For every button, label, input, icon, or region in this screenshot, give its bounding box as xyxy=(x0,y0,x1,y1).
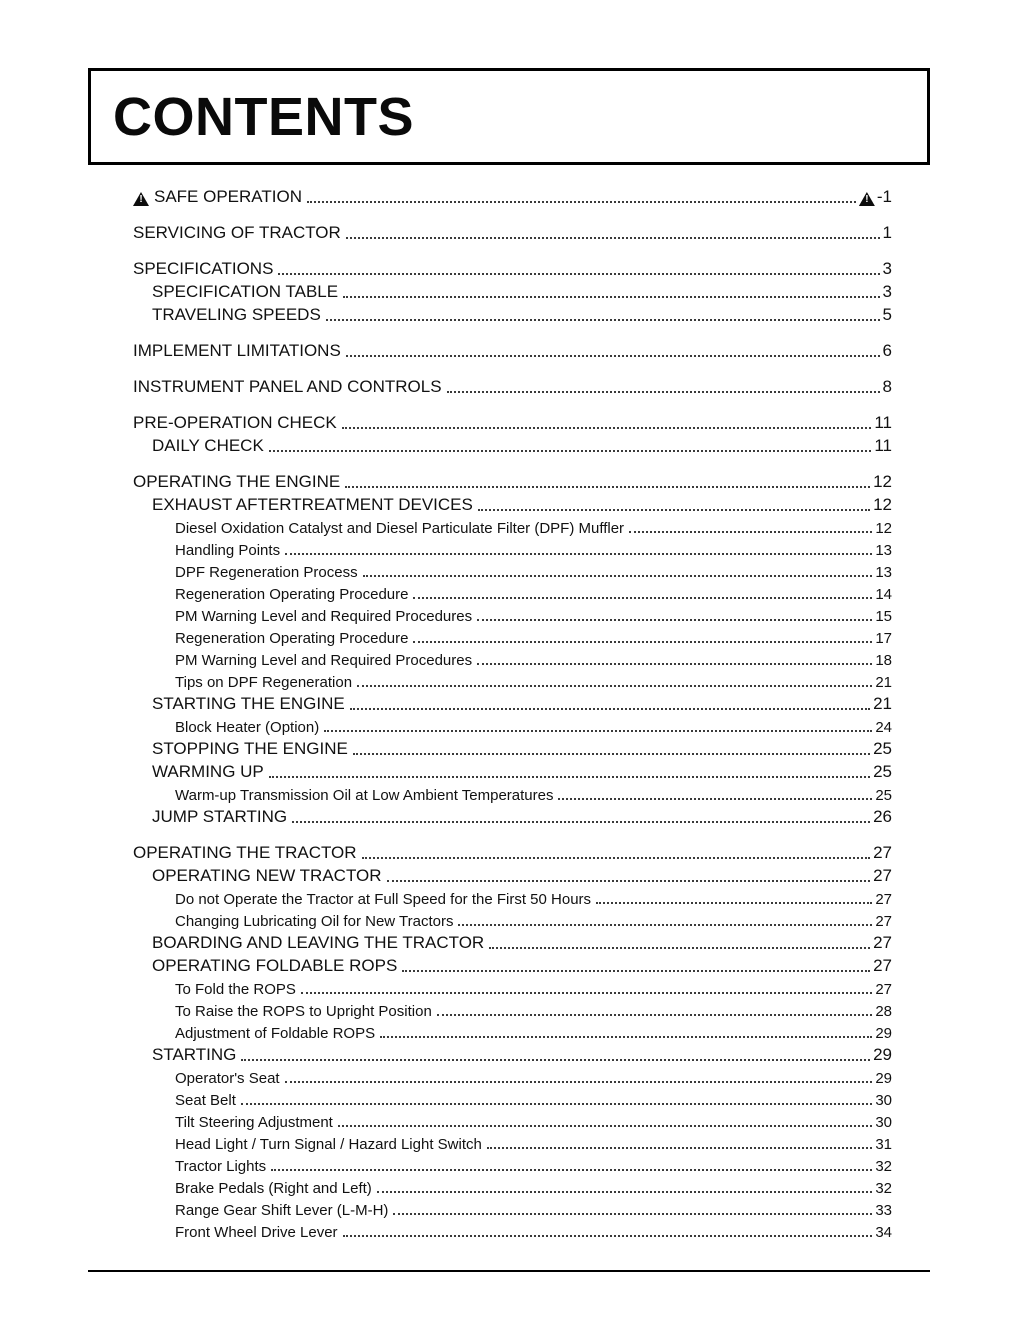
toc-entry-label: TRAVELING SPEEDS xyxy=(152,305,321,324)
toc-entry-label-wrap xyxy=(133,472,340,492)
dot-leader xyxy=(324,730,872,732)
toc-entry-label: STARTING THE ENGINE xyxy=(152,694,345,713)
toc-entry-page-wrap xyxy=(875,1114,892,1131)
toc-entry-page-wrap xyxy=(875,913,892,930)
toc-entry-label-wrap xyxy=(175,1114,333,1131)
toc-entry-page: 3 xyxy=(882,282,892,301)
toc-entry-label-wrap xyxy=(175,674,352,691)
toc-entry-page: 27 xyxy=(875,891,892,908)
dot-leader xyxy=(447,391,880,393)
toc-entry-label: Operator's Seat xyxy=(175,1070,280,1087)
toc-entry-label-wrap xyxy=(175,564,358,581)
dot-leader xyxy=(362,857,871,859)
toc-entry xyxy=(88,256,892,279)
toc-entry xyxy=(88,515,892,537)
toc-entry xyxy=(88,759,892,782)
toc-entry xyxy=(88,669,892,691)
toc-entry-label-wrap xyxy=(152,282,338,302)
toc-entry-page: 25 xyxy=(875,787,892,804)
toc-entry-page-wrap xyxy=(875,608,892,625)
toc-entry xyxy=(88,691,892,714)
toc-entry xyxy=(88,537,892,559)
toc-entry-page: 25 xyxy=(873,739,892,758)
toc-entry-label: Tractor Lights xyxy=(175,1158,267,1175)
toc-entry-page-wrap xyxy=(873,739,892,759)
toc-entry-label: SERVICING OF TRACTOR xyxy=(133,223,341,242)
toc-entry-page: 14 xyxy=(875,586,892,603)
toc-entry-label: Range Gear Shift Lever (L-M-H) xyxy=(175,1202,389,1219)
toc-entry-label: OPERATING THE TRACTOR xyxy=(133,843,357,862)
dot-leader xyxy=(629,531,872,533)
toc-entry-label-wrap xyxy=(175,1003,432,1020)
toc-entry-label-wrap xyxy=(152,436,264,456)
toc-entry-label: Front Wheel Drive Lever xyxy=(175,1224,338,1241)
dot-leader xyxy=(307,201,856,203)
toc-entry xyxy=(88,863,892,886)
toc-entry-label: Regeneration Operating Procedure xyxy=(175,586,409,603)
toc-entry-label-wrap xyxy=(133,843,357,863)
dot-leader xyxy=(377,1191,873,1193)
dot-leader xyxy=(558,798,872,800)
toc-entry-label-wrap xyxy=(133,341,341,361)
toc-entry-page: 32 xyxy=(875,1180,892,1197)
toc-entry-page: 26 xyxy=(873,807,892,826)
toc-entry-label: PM Warning Level and Required Procedures xyxy=(175,652,473,669)
toc-entry-page: 21 xyxy=(873,694,892,713)
toc-entry-page: 13 xyxy=(875,564,892,581)
toc-entry-page: 18 xyxy=(875,652,892,669)
toc-entry-label: SPECIFICATIONS xyxy=(133,259,274,278)
toc-entry-page-wrap xyxy=(875,891,892,908)
toc-entry-page-wrap xyxy=(883,305,892,325)
toc-entry-label-wrap xyxy=(133,223,341,243)
toc-entry-page-wrap xyxy=(875,1224,892,1241)
toc-entry-label: PRE-OPERATION CHECK xyxy=(133,413,337,432)
toc-entry-label-wrap xyxy=(152,1045,236,1065)
toc-entry-label: STARTING xyxy=(152,1045,237,1064)
toc-entry xyxy=(88,930,892,953)
toc-entry-page: 11 xyxy=(874,413,892,432)
toc-entry-page-wrap xyxy=(875,1180,892,1197)
dot-leader xyxy=(269,450,872,452)
toc-entry-page: 30 xyxy=(875,1114,892,1131)
toc-entry-label-wrap xyxy=(175,1092,236,1109)
toc-entry xyxy=(88,1131,892,1153)
toc-entry xyxy=(88,559,892,581)
toc-entry-page: 13 xyxy=(875,542,892,559)
bottom-rule xyxy=(88,1270,930,1272)
toc-entry-page: 32 xyxy=(875,1158,892,1175)
toc-entry-page: 29 xyxy=(873,1045,892,1064)
toc-entry-page-wrap xyxy=(873,1045,892,1065)
toc-entry-page-wrap xyxy=(875,719,892,736)
dot-leader xyxy=(363,575,873,577)
dot-leader xyxy=(342,427,872,429)
toc-entry-page: 30 xyxy=(875,1092,892,1109)
toc-entry xyxy=(88,410,892,433)
toc-entry-label: Tilt Steering Adjustment xyxy=(175,1114,333,1131)
toc-entry-page-wrap xyxy=(859,187,892,207)
toc-entry-page-wrap xyxy=(875,674,892,691)
toc-entry-label-wrap xyxy=(175,1224,338,1241)
toc-entry-label-wrap xyxy=(152,739,348,759)
dot-leader xyxy=(487,1147,872,1149)
toc-entry-label-wrap xyxy=(133,413,337,433)
toc-entry-label-wrap xyxy=(175,1158,266,1175)
warning-triangle-icon xyxy=(133,192,149,206)
toc-entry-label: Adjustment of Foldable ROPS xyxy=(175,1025,376,1042)
toc-entry-page: 11 xyxy=(874,436,892,455)
dot-leader xyxy=(326,319,880,321)
toc-entry-label-wrap xyxy=(175,1136,482,1153)
toc-entry-page-wrap xyxy=(874,413,892,433)
dot-leader xyxy=(437,1014,873,1016)
dot-leader xyxy=(343,296,879,298)
toc-entry-label: EXHAUST AFTERTREATMENT DEVICES xyxy=(152,495,473,514)
dot-leader xyxy=(477,619,872,621)
toc-entry-label-wrap xyxy=(175,891,591,908)
toc-entry-page: 21 xyxy=(875,674,892,691)
toc-entry-page-wrap xyxy=(873,472,892,492)
toc-entry xyxy=(88,338,892,361)
toc-entry-label-wrap xyxy=(175,1070,280,1087)
toc-entry-page: 27 xyxy=(875,913,892,930)
toc-entry-label: Seat Belt xyxy=(175,1092,236,1109)
toc-entry-page-wrap xyxy=(875,1070,892,1087)
toc-entry-label-wrap xyxy=(175,787,553,804)
page-content xyxy=(88,68,930,1241)
toc-entry-label: Tips on DPF Regeneration xyxy=(175,674,353,691)
toc-entry-label-wrap xyxy=(152,762,264,782)
toc-entry xyxy=(88,581,892,603)
toc-entry-page-wrap xyxy=(875,652,892,669)
toc-entry-label: Do not Operate the Tractor at Full Speed for the First 50 Hours xyxy=(175,891,592,908)
toc-entry-page-wrap xyxy=(883,341,892,361)
toc-entry xyxy=(88,374,892,397)
toc-entry-label-wrap xyxy=(175,719,319,736)
dot-leader xyxy=(278,273,879,275)
toc-entry-label: STOPPING THE ENGINE xyxy=(152,739,348,758)
toc-entry-label: Block Heater (Option) xyxy=(175,719,320,736)
toc-entry xyxy=(88,1153,892,1175)
toc-entry-page-wrap xyxy=(875,1025,892,1042)
toc-entry-label-wrap xyxy=(175,520,624,537)
dot-leader xyxy=(387,880,871,882)
toc-entry-page-wrap xyxy=(875,630,892,647)
toc-entry xyxy=(88,1175,892,1197)
toc-entry-page-wrap xyxy=(875,1202,892,1219)
toc-entry xyxy=(88,1065,892,1087)
toc-entry-label: DPF Regeneration Process xyxy=(175,564,358,581)
toc-entry-page: 8 xyxy=(882,377,892,396)
toc-entry xyxy=(88,1197,892,1219)
toc-entry-page-wrap xyxy=(873,843,892,863)
toc-entry-page-wrap xyxy=(873,933,892,953)
toc-entry xyxy=(88,603,892,625)
toc-entry xyxy=(88,976,892,998)
toc-entry-label-wrap xyxy=(175,652,472,669)
contents-header-box xyxy=(88,68,930,165)
toc-entry-label-wrap xyxy=(175,586,408,603)
toc-entry xyxy=(88,625,892,647)
toc-entry-page-wrap xyxy=(873,762,892,782)
toc-entry xyxy=(88,1042,892,1065)
toc-entry-label-wrap xyxy=(152,807,287,827)
warning-triangle-icon xyxy=(859,192,875,206)
dot-leader xyxy=(269,776,870,778)
toc-entry-label: Brake Pedals (Right and Left) xyxy=(175,1180,372,1197)
toc-entry-page-wrap xyxy=(873,495,892,515)
toc-entry-label: To Fold the ROPS xyxy=(175,981,296,998)
dot-leader xyxy=(393,1213,872,1215)
toc-entry-label: OPERATING FOLDABLE ROPS xyxy=(152,956,398,975)
toc-entry-label-wrap xyxy=(175,981,296,998)
toc-entry xyxy=(88,1087,892,1109)
toc-entry xyxy=(88,647,892,669)
toc-entry-page-wrap xyxy=(873,807,892,827)
toc-entry-label-wrap xyxy=(152,866,382,886)
dot-leader xyxy=(478,509,870,511)
toc-entry-page: 33 xyxy=(875,1202,892,1219)
toc-entry-page-wrap xyxy=(875,520,892,537)
toc-entry-label-wrap xyxy=(152,305,321,325)
toc-entry xyxy=(88,840,892,863)
toc-entry-page: 17 xyxy=(875,630,892,647)
toc-entry-label: PM Warning Level and Required Procedures xyxy=(175,608,473,625)
toc-entry-label: IMPLEMENT LIMITATIONS xyxy=(133,341,341,360)
toc-entry-page-wrap xyxy=(875,787,892,804)
toc-entry-page-wrap xyxy=(875,1136,892,1153)
toc-entry-page: 6 xyxy=(882,341,892,360)
dot-leader xyxy=(346,355,880,357)
toc-entry-label-wrap xyxy=(152,933,484,953)
toc-entry-page-wrap xyxy=(883,259,892,279)
toc-entry-page-wrap xyxy=(873,956,892,976)
dot-leader xyxy=(596,902,872,904)
toc-entry-page: 1 xyxy=(882,223,892,242)
toc-entry xyxy=(88,714,892,736)
toc-entry-page: 29 xyxy=(875,1070,892,1087)
page-title: CONTENTS xyxy=(113,86,414,147)
toc-entry xyxy=(88,886,892,908)
toc-entry-page-wrap xyxy=(875,1003,892,1020)
dot-leader xyxy=(477,663,872,665)
toc-entry xyxy=(88,302,892,325)
toc-entry-page: 3 xyxy=(882,259,892,278)
toc-entry-page: 5 xyxy=(882,305,892,324)
toc-entry-label: SPECIFICATION TABLE xyxy=(152,282,339,301)
toc-entry-page: 15 xyxy=(875,608,892,625)
toc-entry xyxy=(88,908,892,930)
toc-entry-page: 28 xyxy=(875,1003,892,1020)
toc-entry-page: 27 xyxy=(873,866,892,885)
toc-entry xyxy=(88,433,892,456)
toc-entry-label: JUMP STARTING xyxy=(152,807,288,826)
toc-entry-label-wrap xyxy=(175,1202,388,1219)
toc-entry xyxy=(88,469,892,492)
toc-entry xyxy=(88,1020,892,1042)
toc-entry-label: OPERATING THE ENGINE xyxy=(133,472,341,491)
toc-entry-page: 25 xyxy=(873,762,892,781)
toc-entry-label-wrap xyxy=(175,542,280,559)
toc-entry-page: 27 xyxy=(873,956,892,975)
toc-entry-page-wrap xyxy=(875,564,892,581)
toc-entry-label: Regeneration Operating Procedure xyxy=(175,630,409,647)
toc-entry-page: 27 xyxy=(875,981,892,998)
dot-leader xyxy=(345,486,870,488)
toc-entry-page: 31 xyxy=(875,1136,892,1153)
dot-leader xyxy=(285,553,872,555)
dot-leader xyxy=(241,1059,870,1061)
dot-leader xyxy=(271,1169,872,1171)
toc-entry-label: To Raise the ROPS to Upright Position xyxy=(175,1003,432,1020)
toc-entry-label: Head Light / Turn Signal / Hazard Light Switch xyxy=(175,1136,482,1153)
toc-entry-page: 12 xyxy=(875,520,892,537)
dot-leader xyxy=(413,641,872,643)
toc-entry-page: -1 xyxy=(876,187,892,206)
dot-leader xyxy=(357,685,872,687)
toc-entry xyxy=(88,279,892,302)
toc-entry-page: 29 xyxy=(875,1025,892,1042)
dot-leader xyxy=(346,237,880,239)
toc-entry-label-wrap xyxy=(175,608,472,625)
toc-entry xyxy=(88,998,892,1020)
dot-leader xyxy=(285,1081,873,1083)
toc-entry-page-wrap xyxy=(875,586,892,603)
toc-entry-label-wrap xyxy=(175,1025,375,1042)
toc-entry-page-wrap xyxy=(875,1158,892,1175)
toc-entry-page-wrap xyxy=(883,282,892,302)
toc-entry-label-wrap xyxy=(175,913,453,930)
toc-entry-page-wrap xyxy=(874,436,892,456)
toc-entry-page: 12 xyxy=(873,495,892,514)
toc-entry-label-wrap xyxy=(152,495,473,515)
toc-entry-page: 27 xyxy=(873,843,892,862)
toc-entry-page-wrap xyxy=(883,377,892,397)
toc-entry-page-wrap xyxy=(875,981,892,998)
toc-entry-label: SAFE OPERATION xyxy=(154,187,302,206)
toc-entry-label-wrap xyxy=(133,259,273,279)
dot-leader xyxy=(241,1103,872,1105)
toc-entry xyxy=(88,804,892,827)
toc-entry-page-wrap xyxy=(883,223,892,243)
toc-entry xyxy=(88,736,892,759)
dot-leader xyxy=(413,597,872,599)
toc-entry-label-wrap xyxy=(152,694,345,714)
toc-entry-label: Handling Points xyxy=(175,542,281,559)
toc-entry-label: Diesel Oxidation Catalyst and Diesel Particulate Filter (DPF) Muffler xyxy=(175,520,625,537)
toc-entry-page: 27 xyxy=(873,933,892,952)
dot-leader xyxy=(343,1235,873,1237)
toc-entry xyxy=(88,1219,892,1241)
dot-leader xyxy=(353,753,870,755)
toc-entry-page-wrap xyxy=(873,694,892,714)
toc-entry-page: 24 xyxy=(875,719,892,736)
dot-leader xyxy=(380,1036,872,1038)
toc-entry-label-wrap xyxy=(133,377,442,397)
toc-entry-page-wrap xyxy=(875,542,892,559)
dot-leader xyxy=(402,970,870,972)
toc-list xyxy=(88,184,930,1241)
toc-entry-label: WARMING UP xyxy=(152,762,264,781)
dot-leader xyxy=(292,821,870,823)
toc-entry-page: 12 xyxy=(873,472,892,491)
toc-entry xyxy=(88,1109,892,1131)
toc-entry xyxy=(88,220,892,243)
toc-entry-page-wrap xyxy=(875,1092,892,1109)
toc-entry-label-wrap xyxy=(175,1180,372,1197)
toc-entry-page: 34 xyxy=(875,1224,892,1241)
toc-entry-label: DAILY CHECK xyxy=(152,436,264,455)
toc-entry-label: BOARDING AND LEAVING THE TRACTOR xyxy=(152,933,485,952)
dot-leader xyxy=(489,947,870,949)
toc-entry-label: Changing Lubricating Oil for New Tractors xyxy=(175,913,454,930)
toc-entry-label-wrap xyxy=(175,630,408,647)
dot-leader xyxy=(458,924,872,926)
toc-entry-label-wrap xyxy=(152,956,397,976)
dot-leader xyxy=(350,708,870,710)
dot-leader xyxy=(301,992,872,994)
toc-entry xyxy=(88,184,892,207)
toc-entry-label-wrap xyxy=(133,187,302,207)
toc-entry xyxy=(88,492,892,515)
toc-entry-label: INSTRUMENT PANEL AND CONTROLS xyxy=(133,377,442,396)
toc-entry xyxy=(88,782,892,804)
toc-entry-label: OPERATING NEW TRACTOR xyxy=(152,866,382,885)
toc-entry-label: Warm-up Transmission Oil at Low Ambient Temperatures xyxy=(175,787,554,804)
dot-leader xyxy=(338,1125,872,1127)
toc-entry xyxy=(88,953,892,976)
toc-entry-page-wrap xyxy=(873,866,892,886)
